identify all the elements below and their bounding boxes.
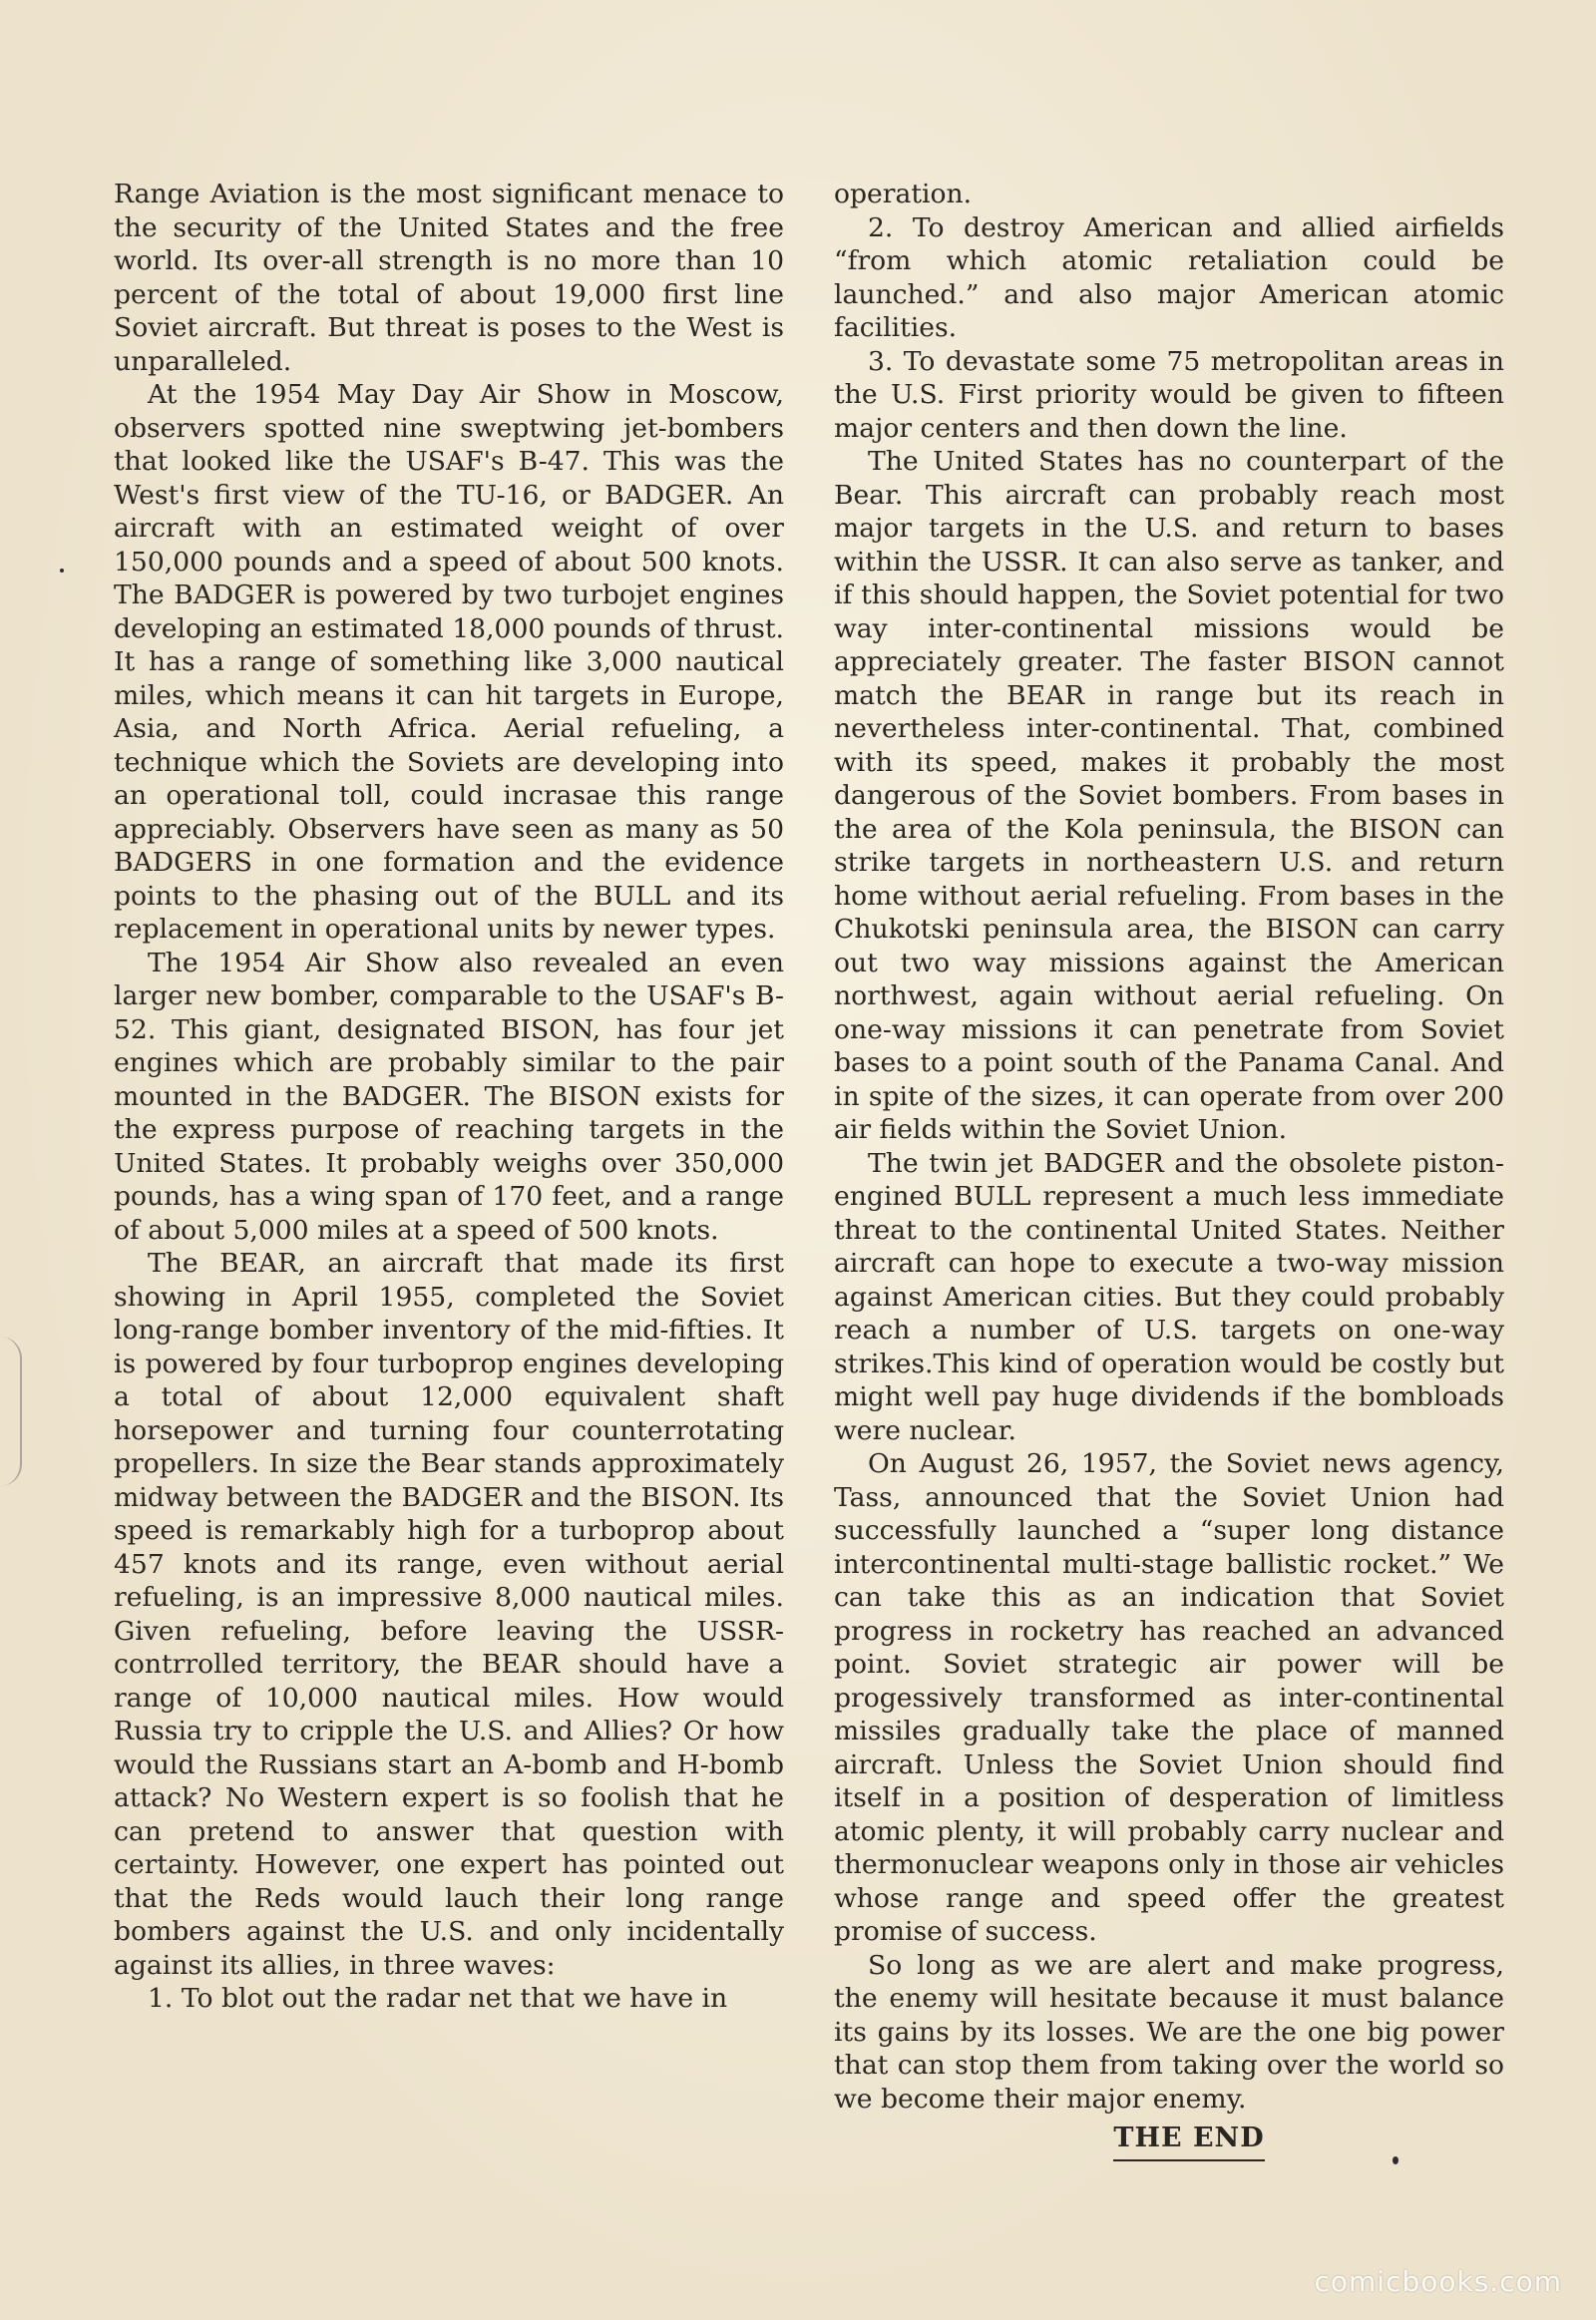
paragraph: The United States has no counterpart of the Bear. This aircraft can probably reach most major targets in the U.S. and return to bases within the USSR. It can also serve as tanker, and if this should happen, the Soviet potential for two way inter-continental missions would be appreciately greater. The faster BISON cannot match the BEAR in range but its reach in nevertheless inter-continental. That, combined with its speed, makes it probably the most dangerous of the Soviet bombers. From bases in the area of the Kola peninsula, the BISON can strike targets in northeastern U.S. and return home without aerial refueling. From bases in the Chukotski peninsula area, the BISON can carry out two way missions against the American northwest, again without aerial refueling. On one-way missions it can penetrate from Soviet bases to a point south of the Panama Canal. And in spite of the sizes, it can operate from over 200 air fields within the Soviet Union. xyxy=(834,446,1504,1145)
paragraph: Range Aviation is the most significant menace to the security of the United States and the free world. Its over-all strength is no more than 10 percent of the total of about 19,000 first line Soviet aircraft. But threat is poses to the West is unparalleled. xyxy=(114,179,784,377)
margin-mark xyxy=(0,1337,22,1486)
ink-speck xyxy=(60,569,64,573)
right-column xyxy=(834,178,1504,2161)
left-column xyxy=(114,178,784,2016)
paragraph: At the 1954 May Day Air Show in Moscow, observers spotted nine sweptwing jet-bombers that looked like the USAF's B-47. This was the West's first view of the TU-16, or BADGER. An aircraft with an estimated weight of over 150,000 pounds and a speed of about 500 knots. The BADGER is powered by two turbojet engines developing an estimated 18,000 pounds of thrust. It has a range of something like 3,000 nautical miles, which means it can hit targets in Europe, Asia, and North Africa. Aerial refueling, a technique which the Soviets are developing into an operational toll, could incrasae this range appreciably. Observers have seen as many as 50 BADGERS in one formation and the evidence points to the phasing out of the BULL and its replacement in operational units by newer types. xyxy=(114,379,784,945)
watermark: comicbooks.com xyxy=(1314,2265,1562,2298)
the-end-label: THE END xyxy=(1113,2122,1264,2161)
paragraph: So long as we are alert and make progress, the enemy will hesitate because it must balance its gains by its losses. We are the one big power that can stop them from taking over the world so we become their major enemy. xyxy=(834,1949,1504,2115)
paragraph: 1. To blot out the radar net that we have in xyxy=(148,1983,728,2014)
paragraph: On August 26, 1957, the Soviet news agency, Tass, announced that the Soviet Union had successfully launched a “super long distance intercontinental multi-stage ballistic rocket.” We can take this as an indication that Soviet progress in rocketry has reached an advanced point. Soviet strategic air power will be progessively transformed as inter-continental missiles gradually take the place of manned aircraft. Unless the Soviet Union should find itself in a position of desperation of limitless atomic plenty, it will probably carry nuclear and thermonuclear weapons only in those air vehicles whose range and speed offer the greatest promise of success. xyxy=(834,1448,1504,1947)
paragraph: 2. To destroy American and allied airfields “from which atomic retaliation could be launched.” and also major American atomic facilities. xyxy=(834,211,1504,343)
paragraph: The twin jet BADGER and the obsolete piston-engined BULL represent a much less immediate threat to the continental United States. Neither aircraft can hope to execute a two-way mission against American cities. But they could probably reach a number of U.S. targets on one-way strikes.This kind of operation would be costly but might well pay huge dividends if the bombloads were nuclear. xyxy=(834,1147,1504,1446)
paragraph: operation. xyxy=(834,179,973,209)
paragraph: 3. To devastate some 75 metropolitan areas in the U.S. First priority would be given to fifteen major centers and then down the line. xyxy=(834,345,1504,444)
paragraph: The BEAR, an aircraft that made its first showing in April 1955, completed the Soviet long-range bomber inventory of the mid-fifties. It is powered by four turboprop engines developing a total of about 12,000 equivalent shaft horsepower and turning four counterrotating propellers. In size the Bear stands approximately midway between the BADGER and the BISON. Its speed is remarkably high for a turboprop about 457 knots and its range, even without aerial refueling, is an impressive 8,000 nautical miles. Given refueling, before leaving the USSR-contrrolled territory, the BEAR should have a range of 10,000 nautical miles. How would Russia try to cripple the U.S. and Allies? Or how would the Russians start an A-bomb and H-bomb attack? No Western expert is so foolish that he can pretend to answer that question with certainty. However, one expert has pointed out that the Reds would lauch their long range bombers against the U.S. and only incidentally against its allies, in three waves: xyxy=(114,1248,784,1981)
paragraph: The 1954 Air Show also revealed an even larger new bomber, comparable to the USAF's B-52. This giant, designated BISON, has four jet engines which are probably similar to the pair mounted in the BADGER. The BISON exists for the express purpose of reaching targets in the United States. It probably weighs over 350,000 pounds, has a wing span of 170 feet, and a range of about 5,000 miles at a speed of 500 knots. xyxy=(114,947,784,1246)
the-end-heading xyxy=(834,2122,1504,2161)
